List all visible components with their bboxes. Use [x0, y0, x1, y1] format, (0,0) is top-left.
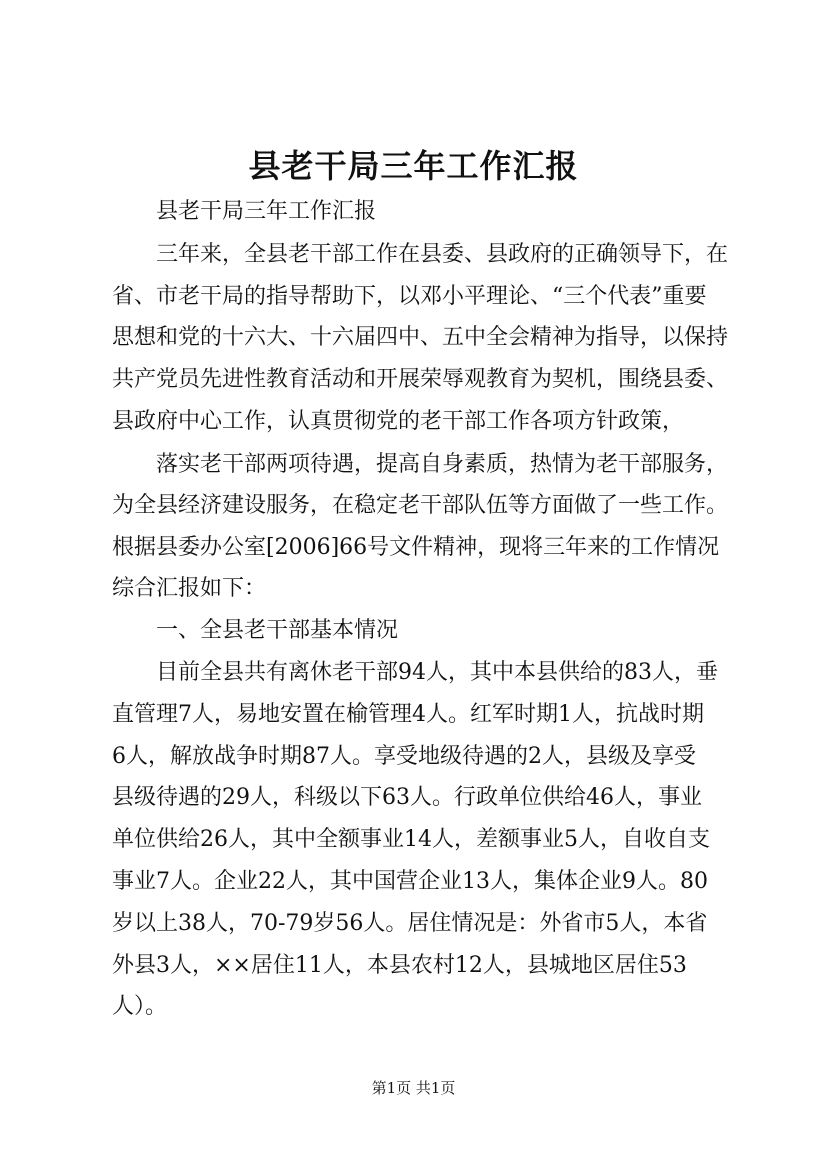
- paragraph-line: 县级待遇的29人，科级以下63人。行政单位供给46人，事业: [112, 785, 702, 810]
- paragraph-line: 外县3人，××居住11人，本县农村12人，县城地区居住53: [112, 953, 687, 978]
- paragraph-line: 目前全县共有离休老干部94人，其中本县供给的83人，垂: [156, 660, 718, 685]
- paragraph-line: 直管理7人，易地安置在榆管理4人。红军时期1人，抗战时期: [112, 702, 704, 727]
- paragraph-line: 共产党员先进性教育活动和开展荣辱观教育为契机，围绕县委、: [112, 367, 729, 392]
- paragraph-line: 省、市老干局的指导帮助下，以邓小平理论、“三个代表”重要: [112, 284, 707, 309]
- paragraph-line: 三年来，全县老干部工作在县委、县政府的正确领导下，在: [156, 242, 729, 267]
- section-heading: 一、全县老干部基本情况: [156, 618, 399, 643]
- paragraph-line: 人）。: [112, 994, 168, 1019]
- paragraph-line: 思想和党的十六大、十六届四中、五中全会精神为指导，以保持: [112, 325, 729, 350]
- paragraph-line: 6人，解放战争时期87人。享受地级待遇的2人，县级及享受: [112, 744, 696, 769]
- paragraph-line: 事业7人。企业22人，其中国营企业13人，集体企业9人。80: [112, 869, 708, 894]
- paragraph-line: 县政府中心工作，认真贯彻党的老干部工作各项方针政策，: [112, 409, 685, 434]
- paragraph-line: 综合汇报如下：: [112, 576, 267, 601]
- paragraph-line: 落实老干部两项待遇，提高自身素质，热情为老干部服务，: [156, 452, 729, 477]
- page-footer: 第1页 共1页: [371, 1079, 456, 1097]
- paragraph-line: 根据县委办公室[2006]66号文件精神，现将三年来的工作情况: [112, 535, 720, 560]
- subtitle-line: 县老干局三年工作汇报: [156, 199, 377, 224]
- document-title: 县老干局三年工作汇报: [248, 147, 579, 185]
- paragraph-line: 单位供给26人，其中全额事业14人，差额事业5人，自收自支: [112, 827, 710, 852]
- paragraph-line: 岁以上38人，70-79岁56人。居住情况是：外省市5人，本省: [112, 911, 708, 936]
- paragraph-line: 为全县经济建设服务，在稳定老干部队伍等方面做了一些工作。: [112, 493, 729, 518]
